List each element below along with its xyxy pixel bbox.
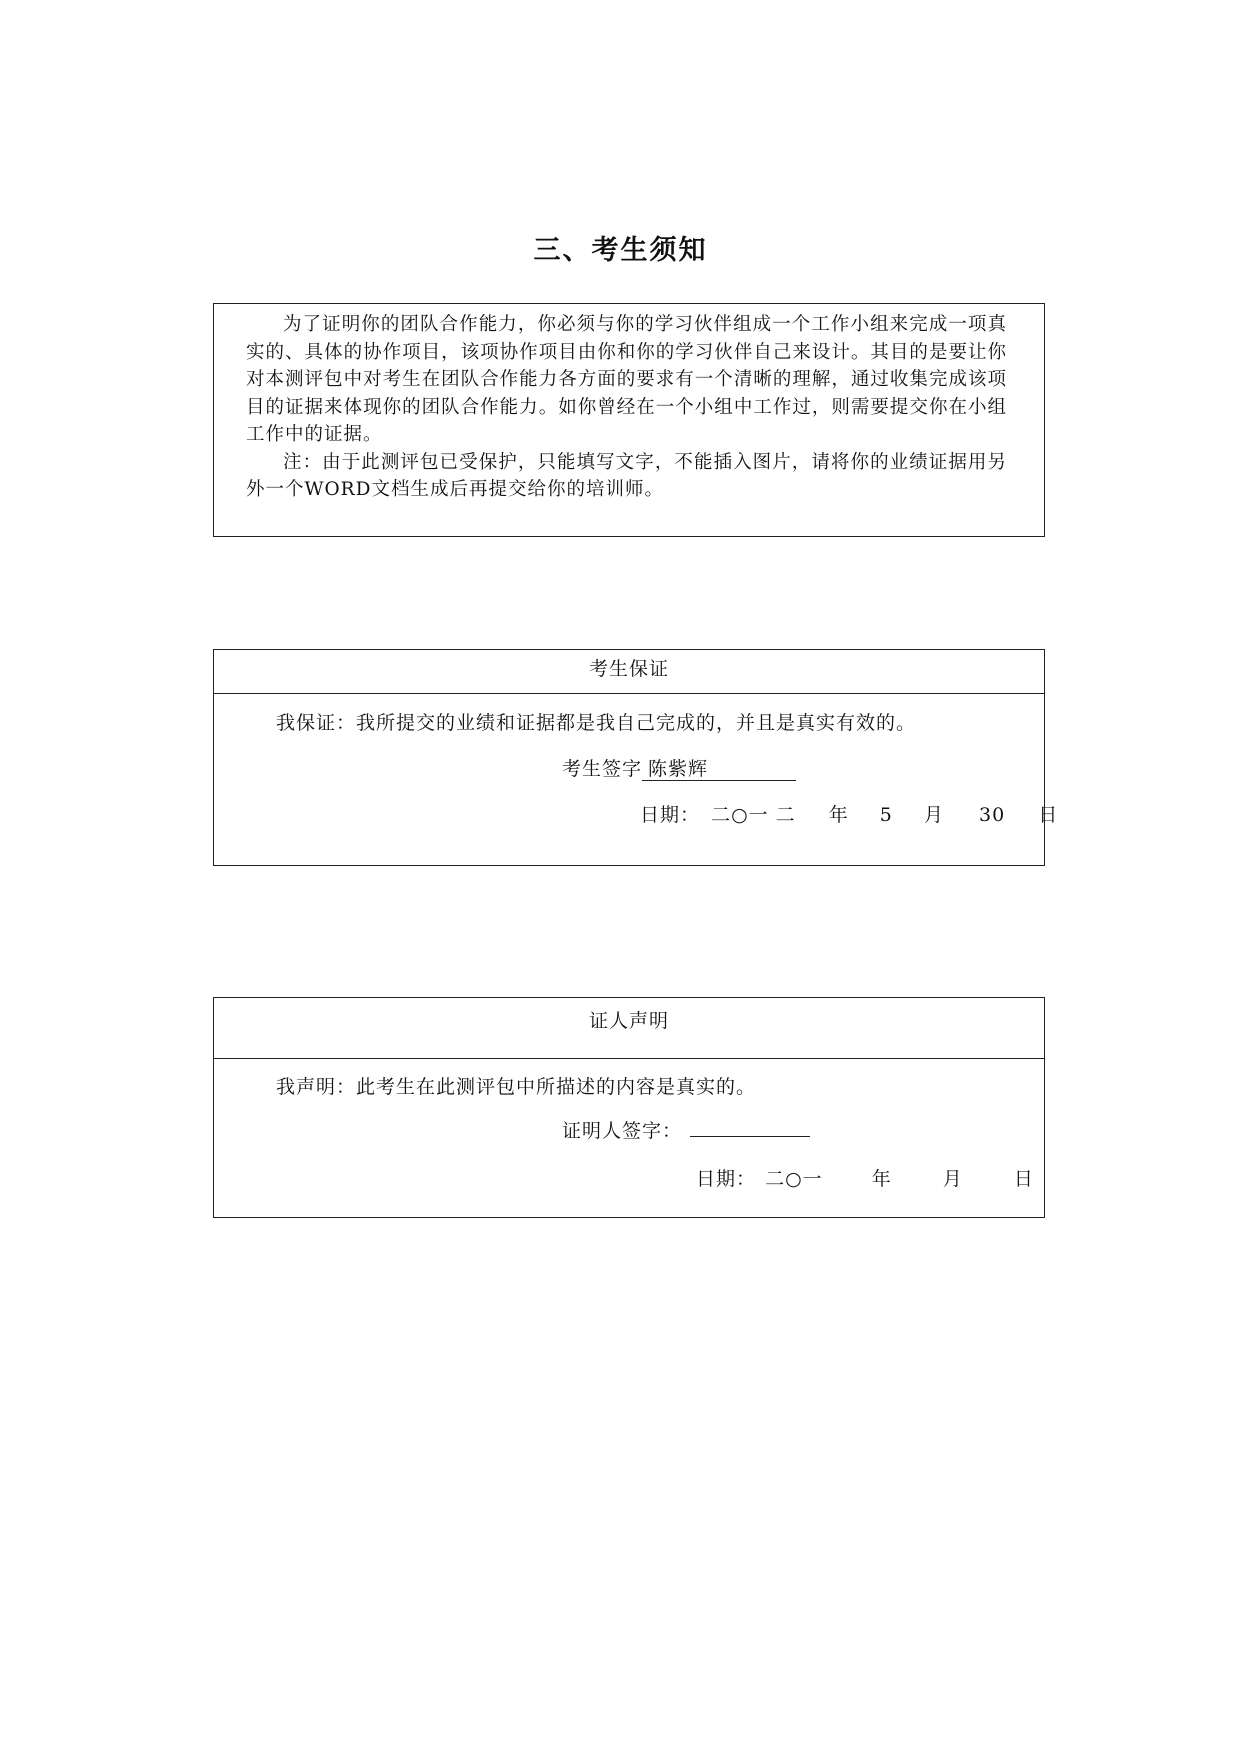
witness-statement: 我声明：此考生在此测评包中所描述的内容是真实的。	[276, 1076, 757, 1098]
candidate-guarantee-box	[213, 649, 1059, 866]
notice-box	[213, 303, 1045, 537]
guarantee-date-month[interactable]: 5	[879, 804, 893, 826]
guarantee-date-label: 日期：	[640, 804, 701, 826]
witness-day-unit: 日	[1013, 1168, 1034, 1190]
witness-date-label: 日期：	[696, 1168, 757, 1190]
witness-signature-row	[562, 1116, 810, 1143]
candidate-signature-row	[562, 754, 796, 781]
notice-paragraph-2: 注：由于此测评包已受保护，只能填写文字，不能插入图片，请将你的业绩证据用另外一个WORD文档生成后再提交给你的培训师。	[246, 451, 1007, 500]
section-title: 三、考生须知	[533, 235, 708, 266]
witness-month-unit: 月	[942, 1168, 963, 1190]
witness-signature-field[interactable]	[690, 1136, 810, 1137]
guarantee-header: 考生保证	[214, 650, 1044, 694]
guarantee-date-year[interactable]: 二○一 二	[711, 804, 796, 826]
witness-date-year[interactable]: 二○一	[765, 1168, 823, 1190]
witness-date-row	[696, 1164, 1034, 1191]
witness-header: 证人声明	[214, 998, 1044, 1059]
candidate-signature-field[interactable]: 陈紫辉	[642, 758, 796, 781]
candidate-signature-label: 考生签字	[562, 758, 643, 780]
witness-year-unit: 年	[871, 1168, 892, 1190]
witness-statement-box	[213, 997, 1045, 1218]
witness-signature-label: 证明人签字：	[562, 1120, 683, 1142]
guarantee-date-day[interactable]: 30	[979, 804, 1006, 826]
guarantee-statement: 我保证：我所提交的业绩和证据都是我自己完成的，并且是真实有效的。	[276, 712, 917, 734]
notice-paragraph-1: 为了证明你的团队合作能力，你必须与你的学习伙伴组成一个工作小组来完成一项真实的、具体的协作项目，该项协作项目由你和你的学习伙伴自己来设计。其目的是要让你对本测评包中对考生在团队合作能力各方面的要求有一个清晰的理解，通过收集完成该项目的证据来体现你的团队合作能力。如你曾经在一个小组中工作过，则需要提交你在小组工作中的证据。	[246, 314, 1007, 445]
guarantee-year-unit: 年	[828, 804, 849, 826]
guarantee-month-unit: 月	[923, 804, 944, 826]
guarantee-day-unit: 日	[1038, 804, 1059, 826]
guarantee-date-row	[640, 800, 1058, 827]
